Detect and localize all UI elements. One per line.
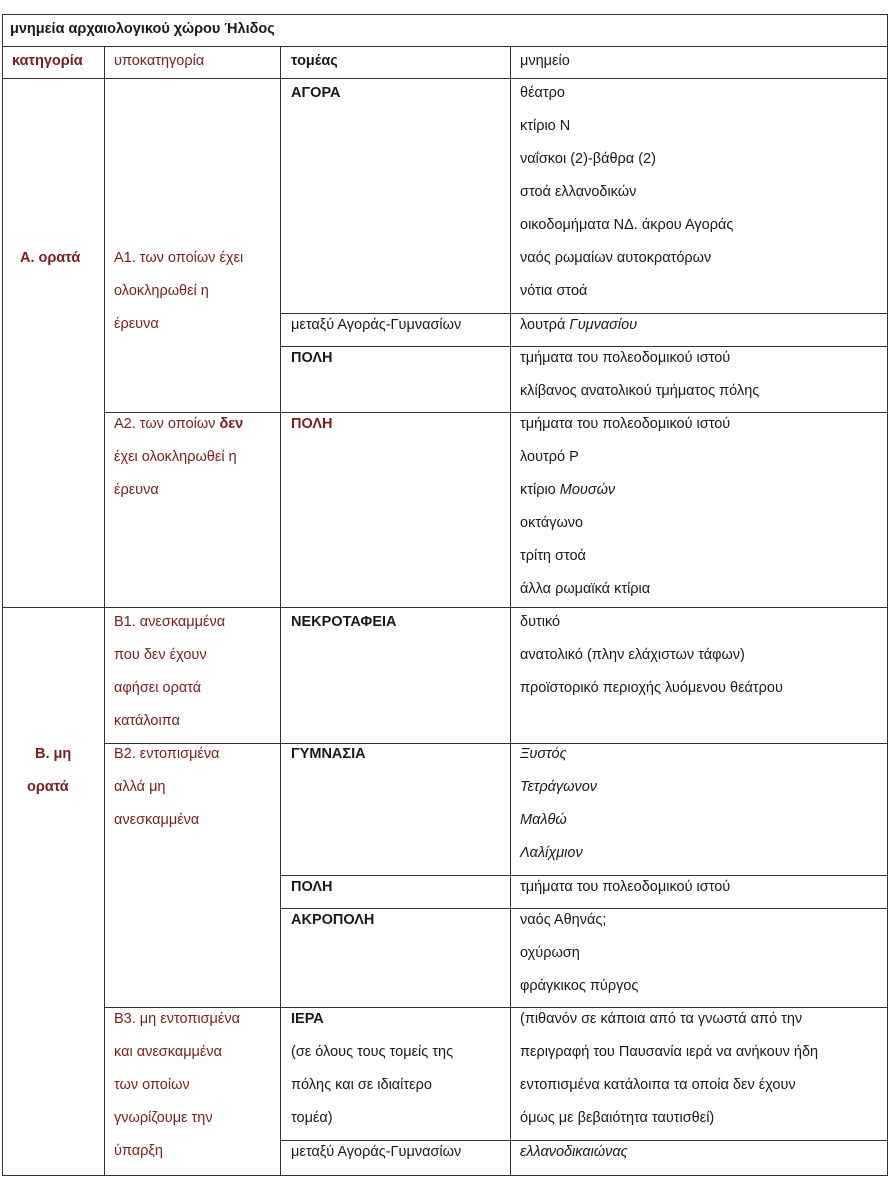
monument-italic-name: Γυμνασίου: [569, 317, 638, 333]
subcategory-line: ανεσκαμμένα: [114, 812, 200, 828]
monument-item: Λαλίχμιον: [520, 845, 583, 861]
monument-item: οικοδομήματα ΝΔ. άκρου Αγοράς: [520, 217, 734, 233]
column-divider: [280, 46, 281, 1175]
monument-item: [520, 315, 637, 335]
sector-iera: [291, 1009, 453, 1141]
monument-item: Μαλθώ: [520, 812, 567, 828]
monument-text: λουτρά: [520, 317, 570, 333]
monument-italic-name: Μουσών: [559, 482, 616, 498]
subcategory-line: έρευνα: [114, 316, 159, 332]
monument-item: τμήματα του πολεοδομικού ιστού: [520, 416, 731, 432]
header-category: κατηγορία: [12, 53, 83, 69]
subcategory-line: [114, 414, 243, 447]
subcategory-line: έρευνα: [114, 482, 159, 498]
subcategory-b3: [114, 1009, 240, 1174]
header-sector: τομέας: [291, 53, 338, 69]
monument-item: προϊστορικό περιοχής λυόμενου θεάτρου: [520, 680, 783, 696]
subcategory-line: ολοκληρωθεί η: [114, 283, 209, 299]
subcategory-line: Α1. των οποίων έχει: [114, 250, 244, 266]
header-subcategory: υποκατηγορία: [114, 53, 205, 69]
category-b-line1: Β. μη: [35, 746, 72, 762]
monuments-poli: [520, 348, 759, 414]
subcategory-b1: [114, 612, 225, 744]
subcategory-a2-emphasis: δεν: [219, 416, 244, 432]
monuments-iera: [520, 1009, 818, 1141]
sector-iera-label: ΙΕΡΑ: [291, 1011, 324, 1027]
row-divider: [104, 412, 888, 413]
monuments-akropoli: [520, 910, 638, 1009]
sector-iera-note-line: τομέα): [291, 1110, 333, 1126]
monument-item: θέατρο: [520, 85, 565, 101]
subcategory-line: κατάλοιπα: [114, 713, 180, 729]
monument-item: κλίβανος ανατολικού τμήματος πόλης: [520, 383, 760, 399]
category-b-line2: ορατά: [27, 779, 69, 795]
subcategory-line: των οποίων: [114, 1077, 190, 1093]
monument-item: δυτικό: [520, 614, 561, 630]
sector-poli-highlighted: ΠΟΛΗ: [291, 416, 333, 432]
subcategory-line: Β2. εντοπισμένα: [114, 746, 220, 762]
column-divider: [510, 46, 511, 1175]
monument-item: λουτρό Ρ: [520, 449, 579, 465]
monument-item: ανατολικό (πλην ελάχιστων τάφων): [520, 647, 745, 663]
row-divider: [2, 607, 888, 608]
monument-item: [520, 480, 730, 513]
subcategory-line: Β3. μη εντοπισμένα: [114, 1011, 240, 1027]
sector-nekrotafeia: ΝΕΚΡΟΤΑΦΕΙΑ: [291, 614, 397, 630]
header-monument: μνημείο: [520, 53, 570, 69]
monument-item: Τετράγωνον: [520, 779, 598, 795]
subcategory-line: που δεν έχουν: [114, 647, 207, 663]
subcategory-line: αλλά μη: [114, 779, 166, 795]
subcategory-line: και ανεσκαμμένα: [114, 1044, 223, 1060]
sector-gymnasia: ΓΥΜΝΑΣΙΑ: [291, 746, 366, 762]
sector-agora: ΑΓΟΡΑ: [291, 85, 341, 101]
table-border-left: [2, 14, 3, 1175]
sector-between-agora-gymnasia: μεταξύ Αγοράς-Γυμνασίων: [291, 1144, 462, 1160]
subcategory-a2-prefix: Α2. των οποίων: [114, 416, 220, 432]
subcategory-b2: [114, 744, 220, 843]
monument-item: οκτάγωνο: [520, 515, 584, 531]
monument-item: οχύρωση: [520, 945, 580, 961]
monument-item: εντοπισμένα κατάλοιπα τα οποία δεν έχουν: [520, 1077, 796, 1093]
monument-item: άλλα ρωμαϊκά κτίρια: [520, 581, 651, 597]
row-divider: [2, 46, 888, 47]
monuments-agora: [520, 83, 733, 314]
monument-item: στοά ελλανοδικών: [520, 184, 637, 200]
row-divider: [104, 1007, 888, 1008]
sector-iera-note-line: (σε όλους τους τομείς της: [291, 1044, 454, 1060]
monument-item: (πιθανόν σε κάποια από τα γνωστά από την: [520, 1011, 803, 1027]
row-divider: [2, 78, 888, 79]
monument-item: ναός ρωμαίων αυτοκρατόρων: [520, 250, 712, 266]
monuments-table: [2, 14, 888, 1175]
monuments-nekrotafeia: [520, 612, 783, 711]
monument-item: νότια στοά: [520, 283, 588, 299]
sector-between-agora-gymnasia: μεταξύ Αγοράς-Γυμνασίων: [291, 317, 462, 333]
table-title: μνημεία αρχαιολογικού χώρου Ήλιδος: [10, 21, 275, 37]
subcategory-a1: [114, 248, 243, 347]
monument-item: τρίτη στοά: [520, 548, 586, 564]
monument-item: τμήματα του πολεοδομικού ιστού: [520, 350, 731, 366]
monument-item: ναΐσκοι (2)-βάθρα (2): [520, 151, 656, 167]
subcategory-line: γνωρίζουμε την: [114, 1110, 213, 1126]
subcategory-line: έχει ολοκληρωθεί η: [114, 449, 237, 465]
column-divider: [104, 46, 105, 1175]
table-border-bottom: [2, 1175, 888, 1176]
monument-item: περιγραφή του Παυσανία ιερά να ανήκουν ήδη: [520, 1044, 819, 1060]
row-divider: [280, 908, 888, 909]
sector-akropoli: ΑΚΡΟΠΟΛΗ: [291, 912, 375, 928]
monument-text: κτίριο: [520, 482, 560, 498]
subcategory-line: Β1. ανεσκαμμένα: [114, 614, 226, 630]
monuments-poli-a2: [520, 414, 730, 612]
subcategory-a2: [114, 414, 243, 513]
sector-poli: ΠΟΛΗ: [291, 879, 333, 895]
subcategory-line: ύπαρξη: [114, 1143, 163, 1159]
monument-item: κτίριο Ν: [520, 118, 571, 134]
monument-item: ελλανοδικαιώνας: [520, 1144, 628, 1160]
monuments-gymnasia: [520, 744, 597, 876]
category-a: Α. ορατά: [20, 250, 81, 266]
monument-item: Ξυστός: [520, 746, 567, 762]
table-border-top: [2, 14, 888, 15]
monument-item: όμως με βεβαιότητα ταυτισθεί): [520, 1110, 715, 1126]
monument-item: φράγκικος πύργος: [520, 978, 639, 994]
row-divider: [280, 346, 888, 347]
sector-iera-note-line: πόλης και σε ιδιαίτερο: [291, 1077, 432, 1093]
monument-item: ναός Αθηνάς;: [520, 912, 607, 928]
sector-poli: ΠΟΛΗ: [291, 350, 333, 366]
monument-item: τμήματα του πολεοδομικού ιστού: [520, 879, 731, 895]
subcategory-line: αφήσει ορατά: [114, 680, 202, 696]
